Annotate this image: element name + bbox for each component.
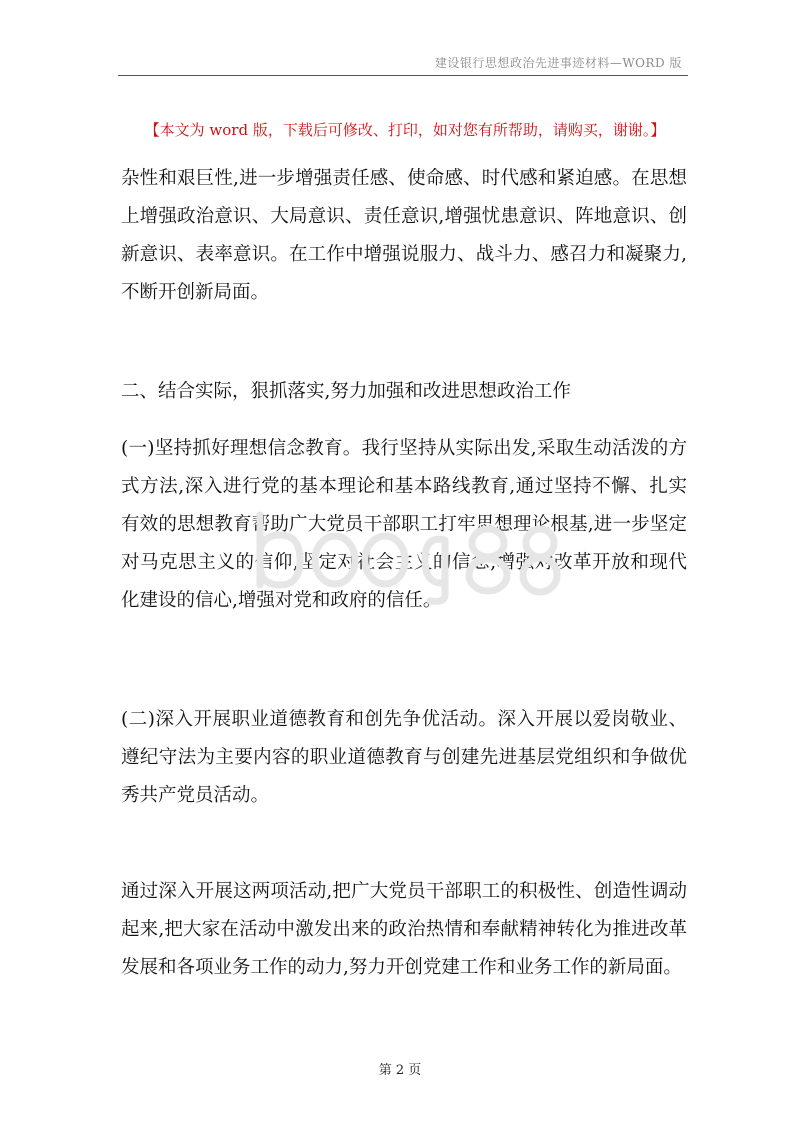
paragraph-intro: 杂性和艰巨性,进一步增强责任感、使命感、时代感和紧迫感。在思想上增强政治意识、大局意识、责任意识,增强忧患意识、阵地意识、创新意识、表率意识。在工作中增强说服力、战斗力、感召力和凝聚力,不断开创新局面。 <box>121 168 687 303</box>
paragraph-ethics-education: (二)深入开展职业道德教育和创先争优活动。深入开展以爱岗敬业、遵纪守法为主要内容的职业道德教育与创建先进基层党组织和争做优秀共产党员活动。 <box>121 709 687 806</box>
paragraph-ideals-education: (一)坚持抓好理想信念教育。我行坚持从实际出发,采取生动活泼的方式方法,深入进行党的基本理论和基本路线教育,通过坚持不懈、扎实有效的思想教育帮助广大党员干部职工打牢思想理论根基,进一步坚定对马克思主义的信仰,坚定对社会主义的信念,增强对改革开放和现代化建设的信心,增强对党和政府的信任。 <box>121 438 687 611</box>
section-heading: 二、结合实际，狠抓落实,努力加强和改进思想政治工作 <box>121 381 571 402</box>
page-header-title: 建设银行思想政治先进事迹材料—WORD 版 <box>434 56 682 70</box>
page-number: 第 2 页 <box>378 1063 422 1078</box>
paragraph-conclusion: 通过深入开展这两项活动,把广大党员干部职工的积极性、创造性调动起来,把大家在活动中激发出来的政治热情和奉献精神转化为推进改革发展和各项业务工作的动力,努力开创党建工作和业务工作的新局面。 <box>121 881 687 978</box>
header-divider <box>118 75 688 76</box>
purchase-notice: 【本文为 word 版，下载后可修改、打印，如对您有所帮助，请购买，谢谢。】 <box>144 121 666 139</box>
